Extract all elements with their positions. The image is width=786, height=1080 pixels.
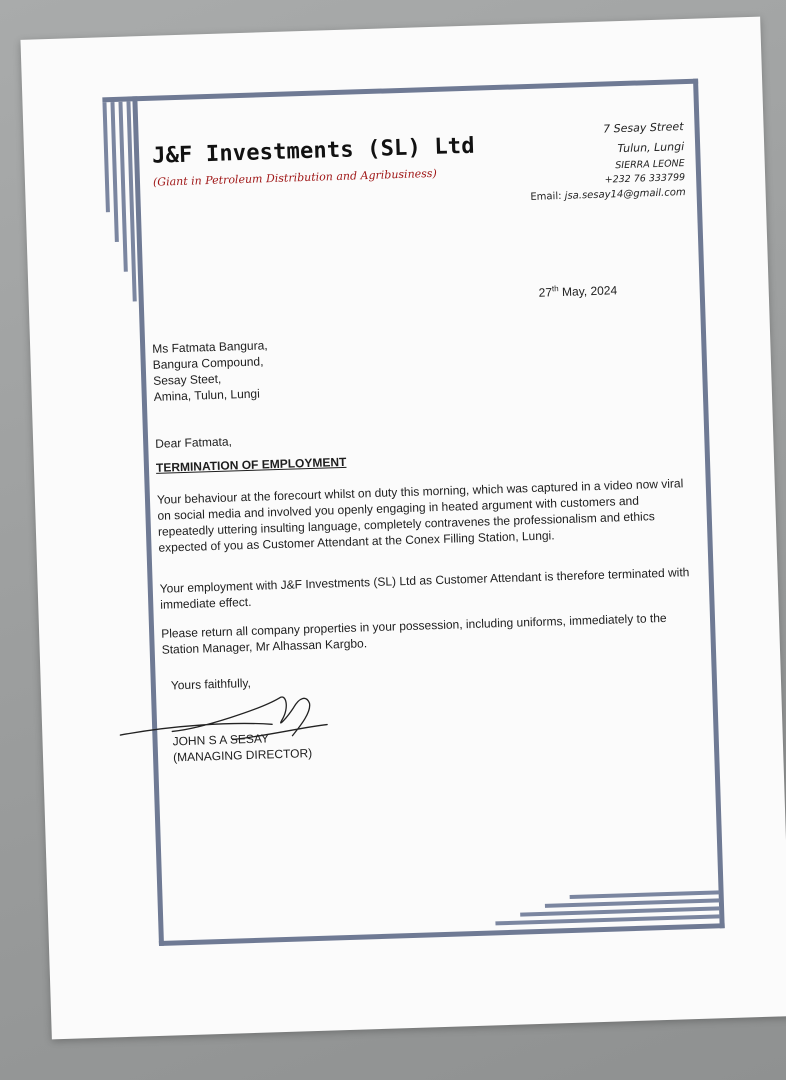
- frame-right-border: [693, 79, 725, 929]
- letter-page: [20, 17, 786, 1040]
- body-paragraph: Your employment with J&F Investments (SL) Ltd as Customer Attendant is therefore terminated with immediate effect.: [159, 565, 690, 612]
- signatory-title: (MANAGING DIRECTOR): [172, 746, 313, 765]
- frame-top-border: [102, 79, 698, 103]
- address-country: SIERRA LEONE: [615, 158, 685, 172]
- company-tagline: (Giant in Petroleum Distribution and Agribusiness): [152, 166, 437, 189]
- date-day: 27: [538, 285, 553, 300]
- company-email: jsa.sesay14@gmail.com: [564, 187, 686, 202]
- recipient-address: [152, 337, 269, 405]
- subject-heading: TERMINATION OF EMPLOYMENT: [155, 454, 347, 475]
- closing: Yours faithfully,: [170, 675, 252, 693]
- body-paragraph: Please return all company properties in your possession, including uniforms, immediately to the Station Manager, Mr Alhassan Kargbo.: [160, 610, 667, 657]
- email-label: Email:: [530, 190, 562, 203]
- signatory-name: JOHN S A SESAY: [172, 731, 270, 749]
- recipient-line: Ms Fatmata Bangura,: [152, 338, 268, 356]
- company-name: J&F Investments (SL) Ltd: [151, 133, 476, 169]
- recipient-line: Bangura Compound,: [152, 354, 264, 372]
- decorative-bar: [110, 102, 118, 242]
- date-suffix: th: [551, 284, 559, 294]
- date-rest: May, 2024: [558, 283, 618, 300]
- address-line: Tulun, Lungi: [617, 140, 685, 156]
- body-paragraph: Your behaviour at the forecourt whilst on duty this morning, which was captured in a video now viral on social media and involved you openly engaging in heated argument with customers and repeatedly uttering insulting language, completely contravenes the professionalism and ethics expected of you as Customer Attendant at the Conex Filling Station, Lungi.: [156, 476, 684, 555]
- recipient-line: Amina, Tulun, Lungi: [153, 386, 261, 404]
- address-line: 7 Sesay Street: [602, 120, 684, 136]
- decorative-bar: [570, 890, 720, 899]
- company-phone: +232 76 333799: [604, 172, 686, 186]
- salutation: Dear Fatmata,: [155, 434, 233, 451]
- company-address: [463, 117, 685, 207]
- letter-date: [538, 279, 617, 300]
- recipient-line: Sesay Steet,: [153, 371, 222, 388]
- decorative-bar: [102, 102, 109, 212]
- frame-bottom-border: [159, 923, 725, 946]
